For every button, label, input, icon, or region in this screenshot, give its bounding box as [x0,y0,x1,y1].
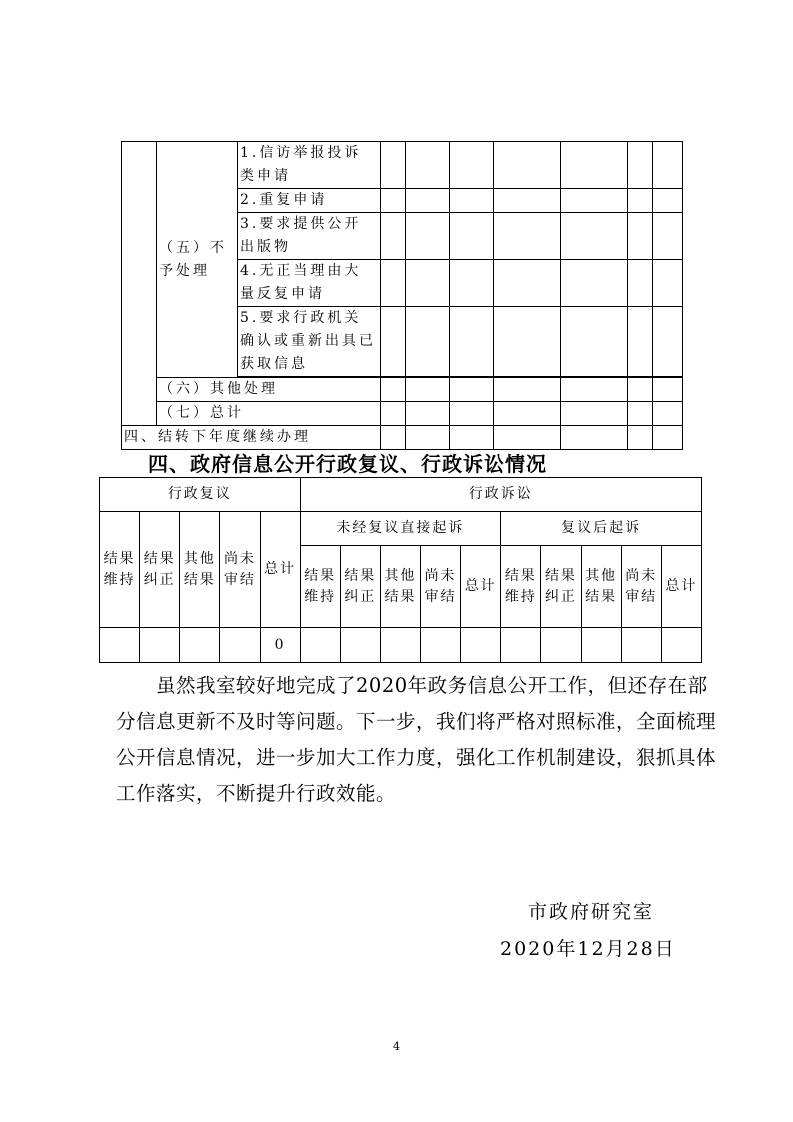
after-review-header: 复议后起诉 [501,512,702,546]
table-row [122,142,683,189]
review-litigation-table [99,477,702,663]
table-row [122,378,683,402]
section5-item: 5.要求行政机关确认或重新出具已获取信息 [238,307,381,377]
section4-heading: 四、政府信息公开行政复议、行政诉讼情况 [148,452,547,476]
table-row [122,426,683,450]
review-col-header: 总计 [260,512,300,628]
review-col-header: 结果纠正 [140,512,180,628]
section5-item: 2.重复申请 [238,189,381,213]
disposition-table [121,141,683,450]
litigation-header: 行政诉讼 [300,478,701,512]
signature-date: 2020年12月28日 [500,938,676,960]
review-header: 行政复议 [100,478,301,512]
closing-paragraph: 虽然我室较好地完成了2020年政务信息公开工作，但还存在部分信息更新不及时等问题。下一步，我们将严格对照标准，全面梳理公开信息情况，进一步加大工作力度，强化工作机制建设，狠抓具体工作落实，不断提升行政效能。 [116,674,717,805]
section5-label: （五）不予处理 [157,142,238,378]
after-col-header: 结果维持 [501,546,541,628]
section6-label: （六）其他处理 [157,378,381,402]
table-row [100,512,702,546]
direct-col-header: 总计 [461,546,501,628]
after-col-header: 尚未审结 [621,546,661,628]
carryover-label: 四、结转下年度继续办理 [122,426,381,450]
direct-col-header: 结果维持 [300,546,340,628]
direct-col-header: 尚未审结 [421,546,461,628]
section5-item: 4.无正当理由大量反复申请 [238,260,381,307]
after-col-header: 其他结果 [581,546,621,628]
review-total-value: 0 [260,628,300,663]
signature-org: 市政府研究室 [528,901,655,923]
page-number: 4 [393,1040,400,1053]
direct-suit-header: 未经复议直接起诉 [300,512,501,546]
section5-item: 1.信访举报投诉类申请 [238,142,381,189]
review-col-header: 结果维持 [100,512,140,628]
direct-col-header: 其他结果 [380,546,420,628]
review-col-header: 其他结果 [180,512,220,628]
section7-label: （七）总计 [157,402,381,426]
review-col-header: 尚未审结 [220,512,260,628]
section5-item: 3.要求提供公开出版物 [238,213,381,260]
table-row [122,402,683,426]
left-margin-cell [122,142,157,426]
after-col-header: 结果纠正 [541,546,581,628]
after-col-header: 总计 [661,546,701,628]
table-row [100,628,702,663]
table-row [100,478,702,512]
direct-col-header: 结果纠正 [340,546,380,628]
